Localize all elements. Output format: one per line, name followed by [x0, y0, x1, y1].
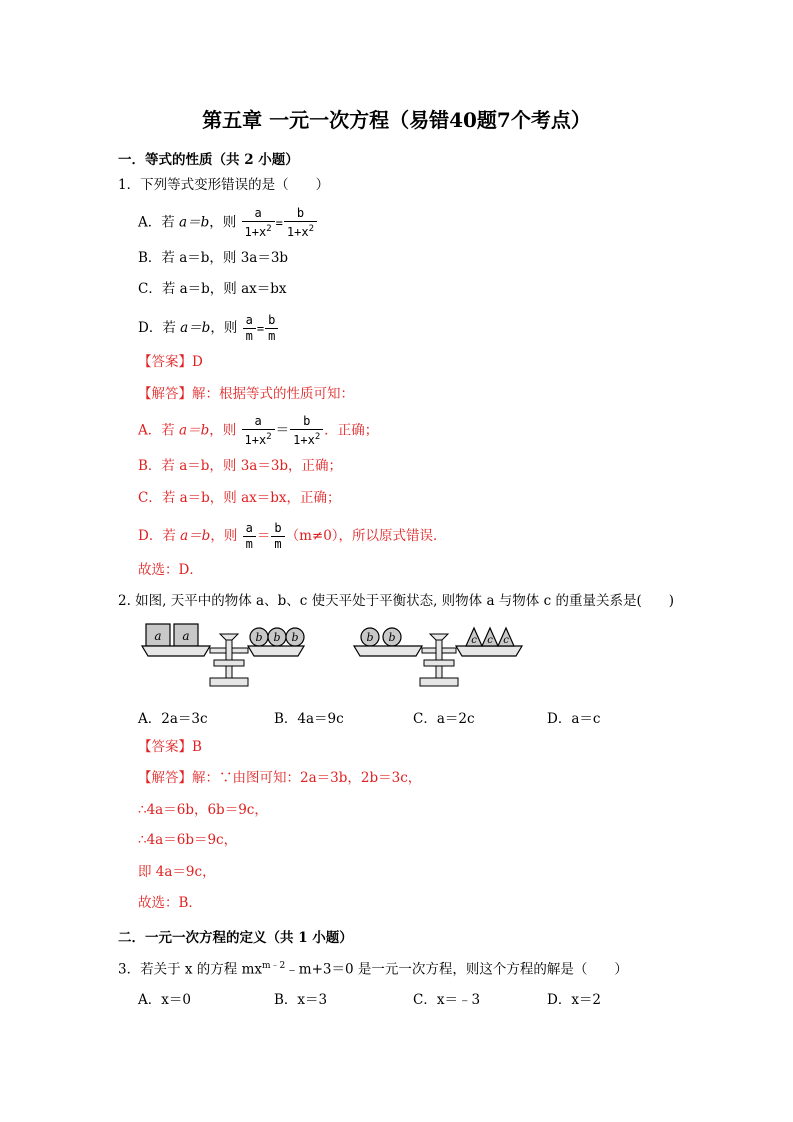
q1-explain-d: D．若 a＝b，则 $\frac{a}{m}$ ＝ $\frac{b}{m}$ （m≠0），所以原式错误．	[138, 521, 447, 551]
pointer	[220, 634, 238, 640]
q2-option-c: C．a＝2c	[413, 711, 475, 727]
section-heading-1: 一．等式的性质（共 2 小题）	[118, 152, 299, 168]
fraction-a-over-1x2: $\frac{a}{1+x^2}$	[242, 206, 275, 240]
left-pan-2	[354, 646, 422, 656]
q1-option-d: D．若 a＝b，则 $\frac{a}{m}$ = $\frac{b}{m}$	[138, 313, 279, 344]
fraction-b-over-m-explain: $\frac{b}{m}$	[271, 521, 284, 552]
q2-option-d: D．a＝c	[547, 711, 601, 727]
stand-base	[210, 678, 248, 686]
weight-b-5-label: b	[388, 631, 396, 644]
left-pan	[142, 646, 210, 656]
fraction-a-over-m: $\frac{a}{m}$	[243, 313, 256, 344]
q3-option-d: D．x＝2	[547, 992, 602, 1008]
balance-scale-right	[354, 628, 522, 686]
page-title: 第五章 一元一次方程（易错40题7个考点）	[202, 108, 591, 132]
section-heading-2: 二．一元一次方程的定义（共 1 小题）	[118, 930, 353, 946]
weight-a-1-label: a	[154, 629, 162, 643]
q2-explain-4: 即 4a＝9c，	[138, 864, 216, 880]
balance-scales-figure	[138, 618, 528, 694]
q1-option-c: C．若 a＝b，则 ax＝bx	[138, 281, 287, 297]
stand-post	[226, 640, 232, 678]
q2-explain-1: 【解答】解：∵由图可知：2a＝3b，2b＝3c，	[138, 770, 422, 786]
right-pan-2	[456, 646, 522, 656]
q2-stem: 2. 如图, 天平中的物体 a、b、c 使天平处于平衡状态, 则物体 a 与物体 c 的重量关系是( )	[118, 593, 674, 609]
weight-c-2-label: c	[487, 635, 493, 646]
fraction-b-over-1x2-explain: $\frac{b}{1+x^2}$	[290, 414, 323, 448]
q3-option-a: A．x＝0	[138, 992, 191, 1008]
fraction-a-over-1x2-explain: $\frac{a}{1+x^2}$	[242, 414, 275, 448]
q1-option-b: B．若 a＝b，则 3a＝3b	[138, 250, 289, 266]
q1-explain-head: 【解答】解：根据等式的性质可知：	[138, 386, 354, 402]
q2-answer: 【答案】B	[138, 739, 202, 755]
q1-explain-a: A．若 a＝b，则 $\frac{a}{1+x^2}$ ＝ $\frac{b}{1+x^2}$ ．正确；	[138, 414, 379, 447]
q3-option-c: C．x＝﹣3	[413, 992, 481, 1008]
fraction-b-over-1x2: $\frac{b}{1+x^2}$	[284, 206, 317, 240]
pointer-2	[430, 634, 448, 640]
stand-arm-2	[424, 660, 454, 666]
q1-stem: 1．下列等式变形错误的是（ ）	[118, 177, 330, 193]
balance-scale-left	[142, 624, 304, 686]
q2-explain-5: 故选：B．	[138, 895, 202, 911]
q2-option-b: B．4a＝9c	[274, 711, 344, 727]
q1-option-a: A．若 a＝b，则 $\frac{a}{1+x^2}$ = $\frac{b}{1+x^2}$	[138, 206, 318, 240]
q1-answer: 【答案】D	[138, 354, 203, 370]
weight-a-2-label: a	[182, 629, 190, 643]
weight-b-1-label: b	[255, 631, 263, 644]
weight-b-4-label: b	[366, 631, 374, 644]
q2-option-a: A．2a＝3c	[138, 711, 208, 727]
q3-option-b: B．x＝3	[274, 992, 328, 1008]
fraction-a-over-m-explain: $\frac{a}{m}$	[243, 521, 256, 552]
q2-explain-2: ∴4a＝6b，6b＝9c，	[138, 802, 268, 818]
weight-c-1-label: c	[471, 635, 477, 646]
weight-c-3-label: c	[503, 635, 509, 646]
q2-explain-3: ∴4a＝6b＝9c，	[138, 832, 238, 848]
q1-choose: 故选：D．	[138, 562, 203, 578]
weight-b-2-label: b	[273, 631, 281, 644]
q3-stem: 3．若关于 x 的方程 $mx^{m﹣2}﹣m+3=0$ 是一元一次方程，则这个方程的解是（ ）	[118, 961, 628, 978]
right-pan	[248, 646, 304, 656]
weight-b-3-label: b	[291, 631, 299, 644]
q1-explain-b: B．若 a＝b，则 3a＝3b，正确；	[138, 458, 343, 474]
q1-explain-c: C．若 a＝b，则 ax＝bx，正确；	[138, 490, 341, 506]
fraction-b-over-m: $\frac{b}{m}$	[265, 313, 278, 344]
stand-post-2	[436, 640, 442, 678]
stand-arm	[214, 660, 244, 666]
stand-base-2	[420, 678, 458, 686]
